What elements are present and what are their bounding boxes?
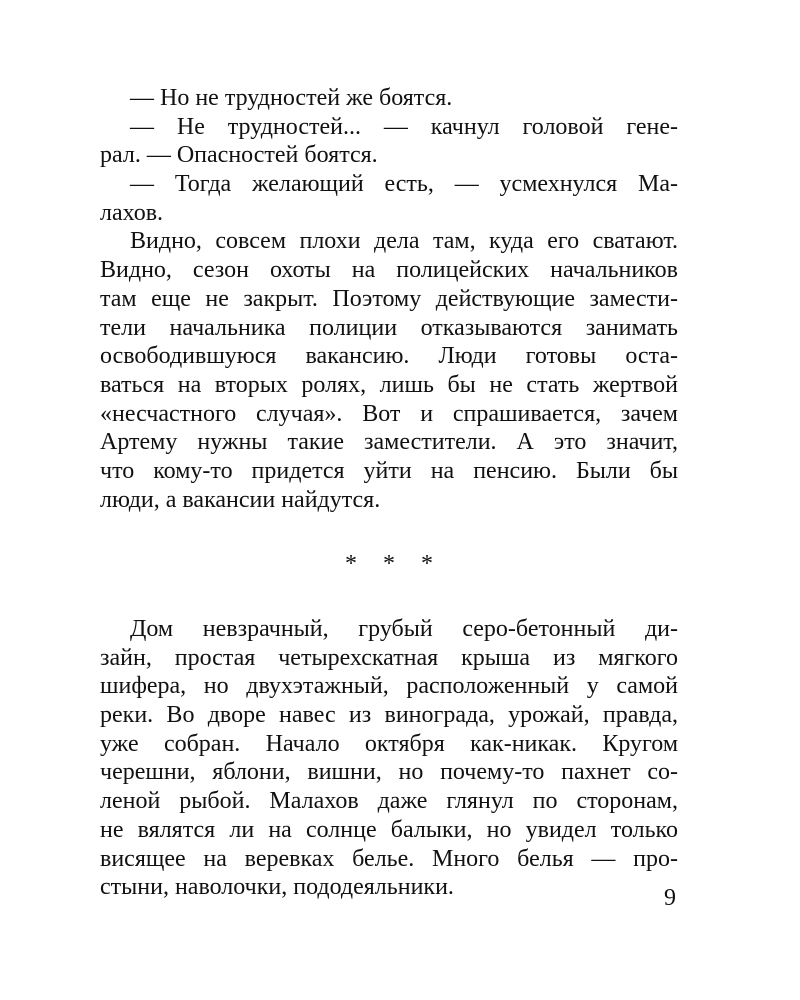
text-line: — Но не трудностей же боятся. — [130, 85, 453, 111]
text-line: стыни, наволочки, пододеяльники. — [100, 874, 454, 901]
text-line: Артему нужны такие заместители. А это значит, — [100, 429, 678, 456]
text-line: тели начальника полиции отказываются занимать — [100, 314, 678, 341]
text-line: Дом невзрачный, грубый серо-бетонный ди- — [130, 616, 678, 642]
section-gap — [100, 579, 678, 615]
text-line: — Тогда желающий есть, — усмехнулся Ма- — [130, 171, 678, 198]
text-line: — Не трудностей... — качнул головой гене- — [130, 113, 678, 140]
text-line: реки. Во дворе навес из винограда, урожай, правда, — [100, 702, 678, 729]
section-separator: * * * — [345, 551, 443, 578]
text-line: рал. — Опасностей боятся. — [100, 142, 378, 169]
text-line: леной рыбой. Малахов даже глянул по сторонам, — [100, 788, 678, 815]
text-line: не вялятся ли на солнце балыки, но увидел только — [100, 816, 678, 843]
text-line: что кому-то придется уйти на пенсию. Были бы — [100, 457, 678, 484]
text-line: черешни, яблони, вишни, но почему-то пахнет со- — [100, 759, 678, 786]
text-line: Видно, совсем плохи дела там, куда его сватают. — [130, 228, 678, 255]
text-line: Видно, сезон охоты на полицейских начальников — [100, 257, 678, 284]
text-line: люди, а вакансии найдутся. — [100, 486, 381, 513]
text-line: там еще не закрыт. Поэтому действующие замести- — [100, 285, 678, 312]
page-body — [100, 84, 678, 902]
text-line: ваться на вторых ролях, лишь бы не стать жертвой — [100, 371, 678, 398]
text-line: висящее на веревках белье. Много белья — про- — [100, 845, 678, 872]
text-line: освободившуюся вакансию. Люди готовы оста- — [100, 343, 678, 370]
page-number: 9 — [664, 885, 676, 911]
text-line: уже собран. Начало октября как-никак. Кругом — [100, 730, 678, 757]
text-line: зайн, простая четырехскатная крыша из мягкого — [100, 644, 678, 671]
text-line: лахов. — [100, 199, 164, 226]
text-line: «несчастного случая». Вот и спрашивается, зачем — [100, 400, 678, 427]
section-gap — [100, 514, 678, 550]
text-line: шифера, но двухэтажный, расположенный у самой — [100, 673, 678, 700]
